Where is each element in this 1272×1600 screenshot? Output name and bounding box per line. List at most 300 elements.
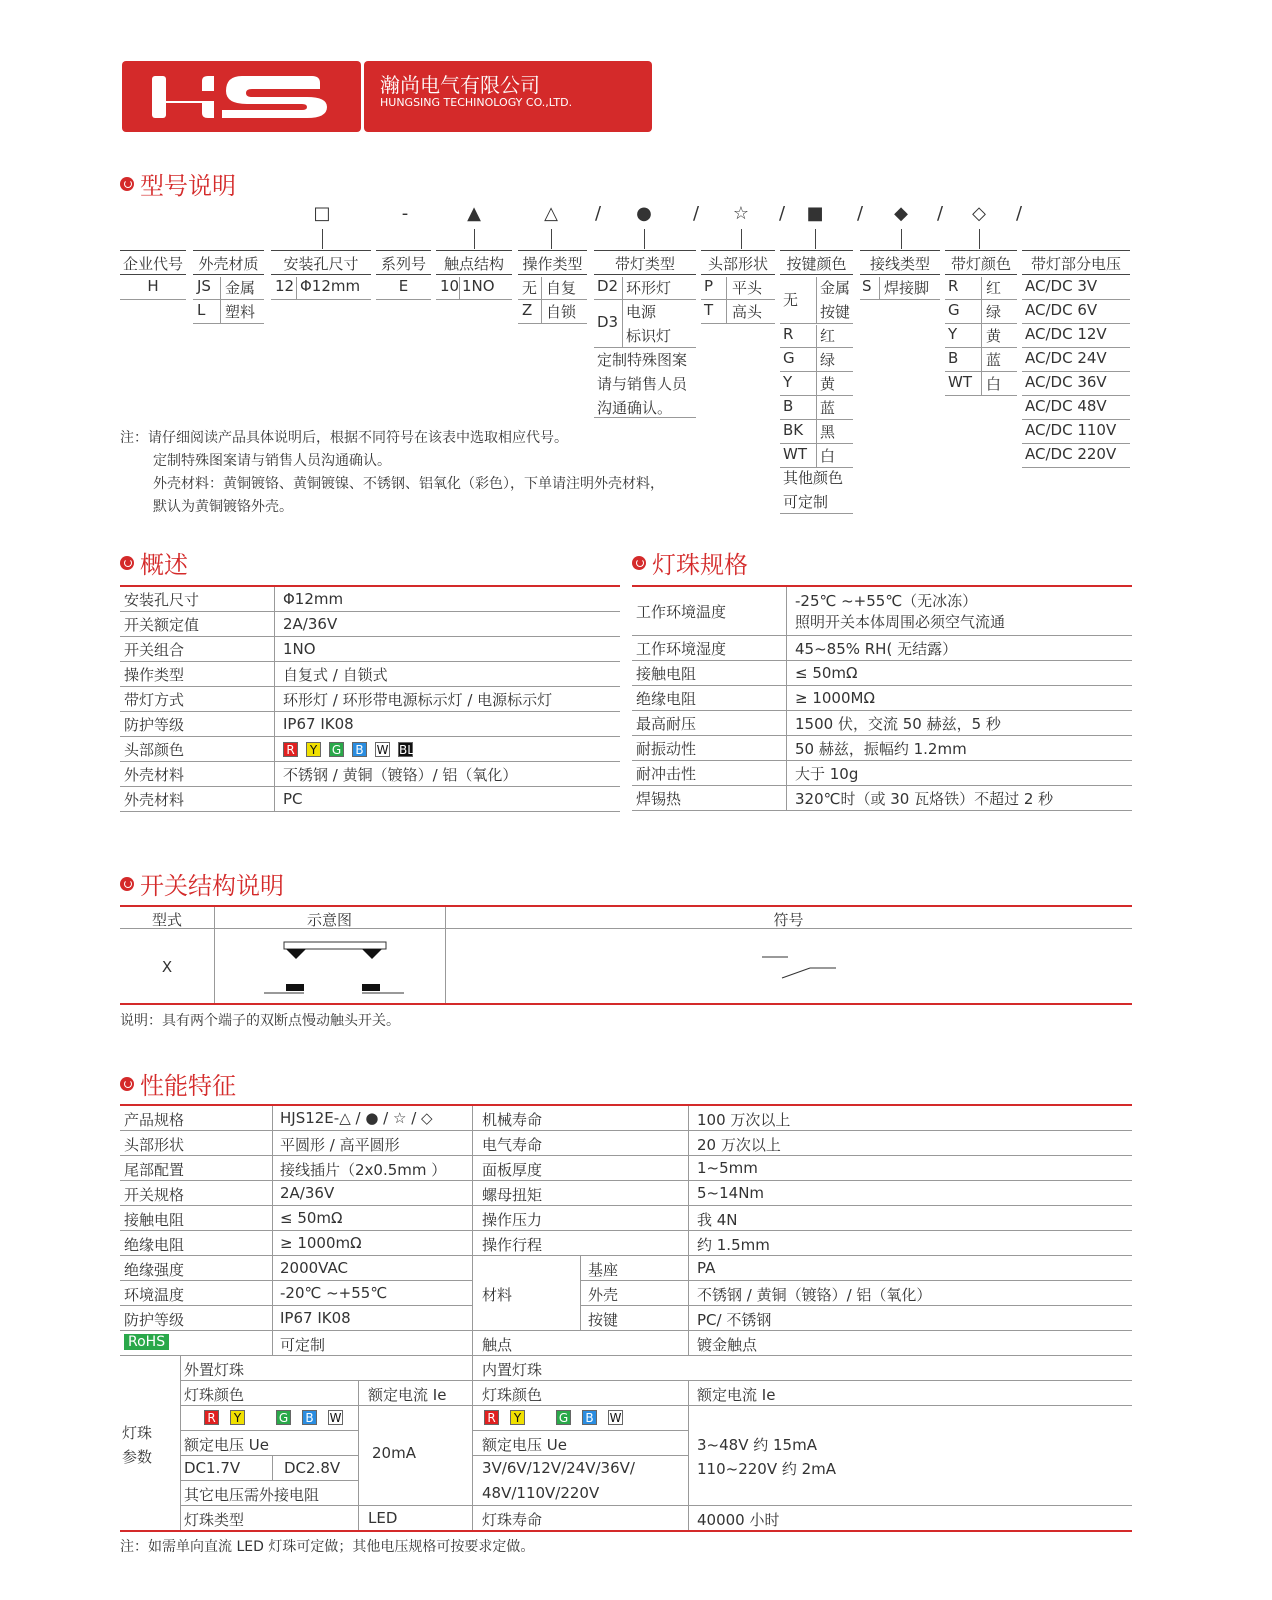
overview-key: 带灯方式 [120,687,275,712]
perf-value: 2A/36V [280,1184,335,1202]
perf-value: 3V/6V/12V/24V/36V/ [482,1459,635,1477]
perf-value: 其它电压需外接电阻 [184,1486,320,1504]
code-symbol: / [856,203,864,224]
perf-key: 基座 [588,1261,619,1279]
perf-key: 接触电阻 [124,1211,185,1229]
divider [120,250,186,251]
divider [376,299,431,300]
model-cell: 无 [783,291,799,309]
led-key: 绝缘电阻 [632,686,787,711]
divider [120,1530,1132,1532]
perf-key: 触点 [482,1336,513,1354]
divider [622,277,623,347]
divider [472,1405,1132,1406]
bullet-icon [120,177,134,191]
led-key: 工作环境湿度 [632,636,787,661]
model-cell: 按键 [820,303,851,321]
model-cell: WT [948,373,972,391]
perf-footnote: 注：如需单向直流 LED 灯珠可定做；其他电压规格可按要求定做。 [120,1539,535,1555]
color-swatch: W [376,743,389,757]
model-cell: P [704,277,714,295]
color-swatch: R [484,1410,499,1425]
divider [120,1155,472,1156]
divider [220,277,221,323]
divider [1022,467,1130,468]
led-value: ≥ 1000MΩ [787,686,1133,711]
perf-value: PA [697,1259,716,1277]
overview-value: 环形灯 / 环形带电源标示灯 / 电源标示灯 [275,687,621,712]
model-cell: 金属 [820,279,851,297]
divider [472,1330,580,1331]
model-cell: 定制特殊图案 [597,351,688,369]
model-cell: 无 [522,279,538,297]
code-symbol: / [778,203,786,224]
section-title-perf: 性能特征 [120,1066,236,1101]
divider [879,277,880,299]
divider [472,1455,688,1456]
divider [594,250,696,251]
divider [180,1405,472,1406]
table-row [632,736,1132,761]
perf-key: 面板厚度 [482,1161,543,1179]
model-cell: WT [783,445,807,463]
divider [594,417,696,418]
divider [594,299,696,300]
table-row [120,762,620,787]
model-cell: 绿 [820,351,836,369]
table-row [632,786,1132,811]
led-value-line: -25℃ ~+55℃（无冰冻） [795,592,978,610]
perf-key: 按键 [588,1311,619,1329]
note-line: 外壳材料：黄铜镀铬、黄铜镀镍、不锈钢、铝氧化（彩色），下单请注明外壳材料， [153,476,664,492]
table-row [120,637,620,662]
divider [272,1106,273,1356]
divider [472,1255,1132,1256]
divider [472,1505,1132,1506]
model-cell: 自复 [546,279,577,297]
divider [726,277,727,323]
table-row [120,737,620,762]
structure-note: 说明：具有两个端子的双断点慢动触头开关。 [120,1013,400,1029]
code-symbol: □ [313,203,331,224]
divider [580,1305,1132,1306]
model-cell: B [783,397,794,415]
divider [180,1480,358,1481]
divider [472,1430,688,1431]
overview-key: 开关组合 [120,637,275,662]
divider [518,250,587,251]
divider [474,229,475,249]
perf-value: -20℃ ~+55℃ [280,1284,388,1302]
overview-value: 自复式 / 自锁式 [275,662,621,687]
divider [1022,323,1130,324]
divider [701,299,775,300]
code-symbol: ◆ [894,203,908,224]
perf-value: ≤ 50mΩ [280,1209,343,1227]
model-cell: 塑料 [225,303,256,321]
led-key: 耐冲击性 [632,761,787,786]
code-symbol: / [594,203,602,224]
color-swatch: Y [510,1410,525,1425]
perf-key: 电气寿命 [482,1136,543,1154]
model-cell: 高头 [732,303,763,321]
bullet-icon [120,556,134,570]
model-cell: G [783,349,795,367]
divider [180,1455,358,1456]
perf-key: 操作行程 [482,1236,543,1254]
model-cell: 黄 [986,327,1002,345]
perf-key: 灯珠颜色 [184,1386,245,1404]
perf-value: 100 万次以上 [697,1111,791,1129]
perf-value: 20 万次以上 [697,1136,781,1154]
model-cell: 平头 [732,279,763,297]
model-cell: AC/DC 110V [1025,421,1117,439]
divider [120,1305,472,1306]
divider [271,274,371,275]
led-value: ≤ 50mΩ [787,661,1133,686]
overview-key: 外壳材料 [120,787,275,812]
led-key: 焊锡热 [632,786,787,811]
bullet-icon [120,1077,134,1091]
overview-key: 开关额定值 [120,612,275,637]
table-row [632,636,1132,661]
divider [472,1106,473,1356]
model-header: 外壳材质 [198,255,259,273]
table-row [120,586,620,612]
divider [594,274,696,275]
perf-value: DC2.8V [284,1459,341,1477]
divider [780,250,853,251]
table-row [632,686,1132,711]
model-cell: BK [783,421,804,439]
perf-value: 约 1.5mm [697,1236,770,1254]
divider [120,1330,472,1331]
color-swatch: G [276,1410,291,1425]
model-cell: 1NO [462,277,495,295]
model-cell: AC/DC 3V [1025,277,1098,295]
perf-value: 110~220V 约 2mA [697,1460,837,1478]
divider [271,250,371,251]
divider [551,229,552,249]
divider [860,250,940,251]
divider [860,274,940,275]
divider [472,1180,1132,1181]
divider [376,274,431,275]
model-header: 头部形状 [707,255,768,273]
divider [180,1505,472,1506]
perf-value: 2000VAC [280,1259,348,1277]
divider [120,1355,472,1356]
divider [180,1430,358,1431]
bullet-icon [632,556,646,570]
model-cell: 10 [440,277,460,295]
perf-key: 尾部配置 [124,1161,185,1179]
perf-value: 3~48V 约 15mA [697,1436,817,1454]
led-value: 1500 伏，交流 50 赫兹，5 秒 [787,711,1133,736]
divider [472,1380,1132,1381]
divider [901,229,902,249]
perf-value: 20mA [372,1444,416,1462]
perf-key: 灯珠寿命 [482,1511,543,1529]
divider [472,1355,1132,1356]
code-symbol: ● [636,203,652,224]
perf-key: 开关规格 [124,1186,185,1204]
model-notes [120,427,760,519]
note-line: 定制特殊图案请与销售人员沟通确认。 [153,453,391,469]
divider [436,274,512,275]
model-cell: AC/DC 6V [1025,301,1098,319]
code-symbol: ▲ [467,203,481,224]
model-cell: AC/DC 12V [1025,325,1107,343]
perf-key: 产品规格 [124,1111,185,1129]
overview-value: IP67 IK08 [275,712,621,737]
model-cell: 黄 [820,375,836,393]
model-cell: E [398,277,409,295]
divider [688,1106,689,1356]
model-cell: 红 [986,279,1002,297]
model-cell: 可定制 [783,493,829,511]
divider [120,1003,1132,1005]
model-cell: 绿 [986,303,1002,321]
model-cell: T [704,301,714,319]
model-cell: L [197,301,206,319]
model-cell: B [948,349,959,367]
section-title-overview: 概述 [120,545,188,580]
divider [1022,443,1130,444]
divider [193,323,264,324]
model-cell: 白 [986,375,1002,393]
model-header: 带灯部分电压 [1030,255,1121,273]
color-swatch: Y [230,1410,245,1425]
divider [741,229,742,249]
overview-key: 防护等级 [120,712,275,737]
perf-value: 不锈钢 / 黄铜（镀铬）/ 铝（氧化） [697,1286,932,1304]
model-header: 企业代号 [122,255,183,273]
model-cell: Y [948,325,958,343]
divider [518,274,587,275]
perf-key: 材料 [482,1286,513,1304]
model-cell: S [862,277,872,295]
perf-key: 外壳 [588,1286,619,1304]
bullet-icon [120,877,134,891]
model-header: 系列号 [380,255,426,273]
overview-value: 2A/36V [275,612,621,637]
code-symbol: ◇ [972,203,986,224]
perf-value: 接线插片（2x0.5mm ） [280,1161,447,1179]
model-cell: 红 [820,327,836,345]
divider [580,1330,1132,1331]
perf-value: 镀金触点 [697,1336,758,1354]
divider [860,299,940,300]
model-cell: AC/DC 48V [1025,397,1107,415]
model-cell: D3 [597,313,619,331]
divider [376,250,431,251]
perf-value: HJS12E-△ / ● / ☆ / ◇ [280,1109,433,1127]
perf-key: 操作压力 [482,1211,543,1229]
divider [272,1456,273,1481]
model-cell: G [948,301,960,319]
perf-value: PC/ 不锈钢 [697,1311,772,1329]
led-key: 接触电阻 [632,661,787,686]
divider [1022,371,1130,372]
perf-key: 额定电流 Ie [368,1386,447,1404]
switch-diagram [258,938,408,1000]
model-cell: D2 [597,277,619,295]
overview-value: 不锈钢 / 黄铜（镀铬）/ 铝（氧化） [275,762,621,787]
table-row [632,761,1132,786]
model-cell: 自锁 [546,303,577,321]
model-header: 操作类型 [522,255,583,273]
divider [816,325,817,467]
perf-key: 外置灯珠 [184,1361,245,1379]
model-cell: 请与销售人员 [597,375,688,393]
model-cell: Φ12mm [300,277,361,295]
divider [120,1280,472,1281]
divider [358,1381,359,1532]
note-line: 默认为黄铜镀铬外壳。 [153,499,293,515]
divider [518,299,587,300]
divider [1022,419,1130,420]
divider [322,229,323,249]
code-symbol: / [1015,203,1023,224]
overview-value [275,737,621,762]
divider [518,323,587,324]
model-cell: Y [783,373,793,391]
section-title-model: 型号说明 [120,166,236,201]
color-swatch: W [609,1411,622,1425]
perf-value: DC1.7V [184,1459,241,1477]
overview-value: Φ12mm [275,586,621,612]
perf-key: 灯珠 [122,1424,153,1442]
table-row [632,586,1132,636]
model-cell: 黑 [820,423,836,441]
code-symbol: / [936,203,944,224]
model-cell: AC/DC 36V [1025,373,1107,391]
divider [120,1130,472,1131]
structure-header-type: 型式 [151,911,182,929]
led-key: 耐振动性 [632,736,787,761]
divider [701,274,775,275]
model-cell: 其他颜色 [783,469,844,487]
divider [945,274,1017,275]
code-symbol: - [401,203,409,224]
led-key: 工作环境温度 [632,586,787,636]
table-row [120,612,620,637]
divider [816,277,817,323]
table-row [632,711,1132,736]
model-cell: 标识灯 [626,327,672,345]
divider [979,229,980,249]
divider [945,250,1017,251]
model-cell: 蓝 [820,399,836,417]
divider [436,250,512,251]
color-swatch: B [352,742,367,757]
model-cell: R [948,277,959,295]
structure-type: X [161,958,173,976]
divider [1022,347,1130,348]
color-swatch: W [329,1411,342,1425]
divider [120,1255,472,1256]
model-cell: 沟通确认。 [597,399,673,417]
overview-key: 安装孔尺寸 [120,586,275,612]
divider [594,347,696,348]
perf-value: 1~5mm [697,1159,758,1177]
led-value-line: 照明开关本体周围必须空气流通 [795,613,1006,631]
perf-key: 螺母扭矩 [482,1186,543,1204]
perf-key: 头部形状 [124,1136,185,1154]
model-cell: 蓝 [986,351,1002,369]
perf-value: ≥ 1000mΩ [280,1234,362,1252]
model-header: 触点结构 [443,255,504,273]
perf-value: 可定制 [280,1336,326,1354]
model-cell: 金属 [225,279,256,297]
perf-key: 灯珠类型 [184,1511,245,1529]
divider [1022,299,1130,300]
color-swatch: Y [306,742,321,757]
code-symbol: ■ [806,203,824,224]
divider [1022,250,1130,251]
table-row [120,787,620,812]
table-row [632,661,1132,686]
model-header: 带灯颜色 [950,255,1011,273]
divider [472,1130,1132,1131]
structure-header-diagram: 示意图 [306,911,352,929]
divider [472,1230,1132,1231]
divider [1022,395,1130,396]
led-value: 320℃时（或 30 瓦烙铁）不超过 2 秒 [787,786,1133,811]
divider [1022,274,1130,275]
divider [120,1180,472,1181]
divider [120,274,186,275]
perf-value: 我 4N [697,1211,738,1229]
divider [180,1380,472,1381]
color-swatch: R [204,1410,219,1425]
section-title-structure: 开关结构说明 [120,866,284,901]
model-cell: 焊接脚 [884,279,930,297]
perf-key: 参数 [122,1448,153,1466]
model-cell: AC/DC 24V [1025,349,1107,367]
model-header: 按键颜色 [786,255,847,273]
divider [580,1280,1132,1281]
divider [945,395,1017,396]
model-cell: 12 [275,277,295,295]
divider [459,277,460,299]
led-value [787,586,1133,636]
perf-value: LED [368,1509,398,1527]
perf-value: 40000 小时 [697,1511,780,1529]
divider [120,299,186,300]
model-header: 带灯类型 [614,255,675,273]
model-cell: 电源 [626,303,657,321]
model-cell: JS [197,277,211,295]
led-value: 大于 10g [787,761,1133,786]
divider [472,1205,1132,1206]
divider [472,1155,1132,1156]
divider [701,323,775,324]
led-key: 最高耐压 [632,711,787,736]
divider [780,274,853,275]
perf-key: 灯珠颜色 [482,1386,543,1404]
overview-key: 头部颜色 [120,737,275,762]
model-cell: R [783,325,794,343]
color-swatch: G [556,1410,571,1425]
divider [644,229,645,249]
code-symbol: / [692,203,700,224]
company-brand [364,61,652,132]
perf-key: 机械寿命 [482,1111,543,1129]
divider [981,277,982,395]
perf-key: 额定电压 Ue [482,1436,567,1454]
